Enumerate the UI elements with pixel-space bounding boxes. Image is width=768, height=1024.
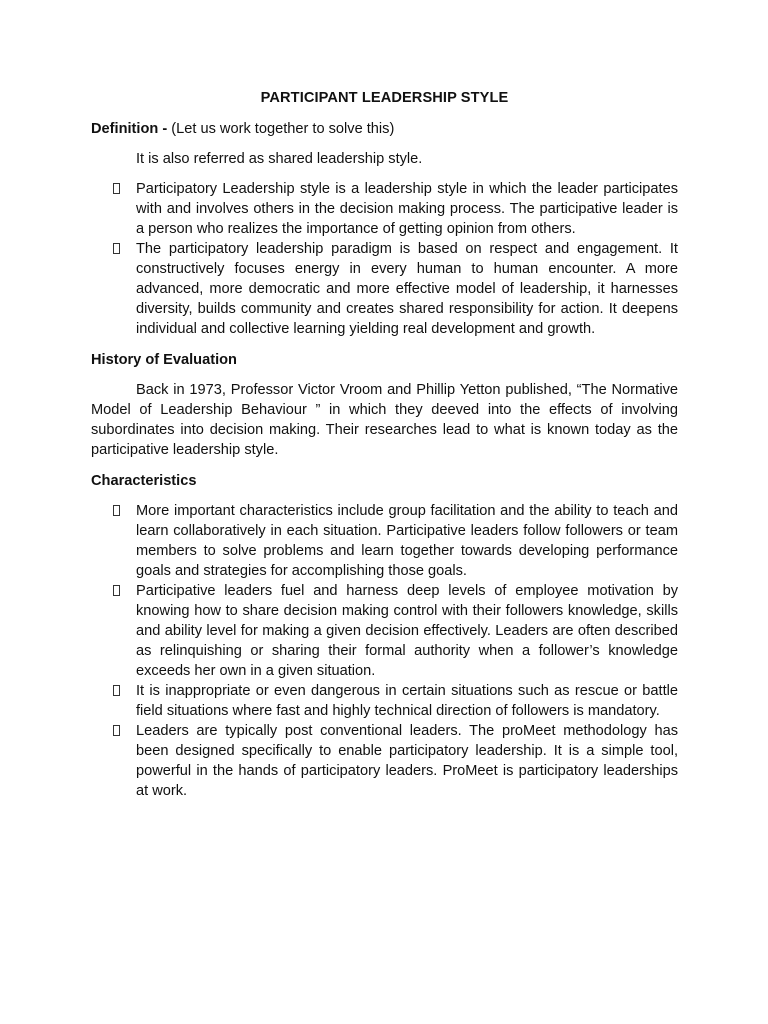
list-item <box>91 179 678 239</box>
definition-label: Definition - <box>91 121 172 137</box>
list-item-text: More important characteristics include group facilitation and the ability to teach and learn collaboratively in each situation. Participative leaders follow followers or team members to solve problems and learn together towards developing performance goals and strategies for accomplishing those goals. <box>136 503 678 579</box>
list-item <box>91 501 678 581</box>
history-paragraph: Back in 1973, Professor Victor Vroom and Phillip Yetton published, “The Normative Model of Leadership Behaviour ” in which they deeved into the effects of involving subordinates into decision making. Their researches lead to what is known today as the participative leadership style. <box>91 382 678 458</box>
list-item-text: The participatory leadership paradigm is based on respect and engagement. It constructively focuses energy in every human to human encounter. A more advanced, more democratic and more effective model of leadership, it harnesses diversity, builds community and creates shared responsibility for action. It deepens individual and collective learning yielding real development and growth. <box>136 241 678 337</box>
bullet-box-icon <box>113 585 120 596</box>
list-item-text: Participative leaders fuel and harness deep levels of employee motivation by knowing how to share decision making control with their followers knowledge, skills and ability level for making a given decision effectively. Leaders are often described as relinquishing or sharing their formal authority when a follower’s knowledge exceeds her own in a given situation. <box>136 583 678 679</box>
list-item <box>91 239 678 339</box>
document-page <box>91 88 678 812</box>
definition-bullet-list <box>91 179 678 339</box>
shared-leadership-line: It is also referred as shared leadership style. <box>136 151 423 167</box>
page-title: PARTICIPANT LEADERSHIP STYLE <box>260 90 509 106</box>
list-item-text: It is inappropriate or even dangerous in certain situations such as rescue or battle field situations where fast and highly technical direction of followers is mandatory. <box>136 683 678 719</box>
bullet-box-icon <box>113 505 120 516</box>
characteristics-heading: Characteristics <box>91 473 197 489</box>
bullet-box-icon <box>113 183 120 194</box>
list-item-text: Participatory Leadership style is a leadership style in which the leader participates with and involves others in the decision making process. The participative leader is a person who realizes the importance of getting opinion from others. <box>136 181 678 237</box>
history-heading: History of Evaluation <box>91 352 237 368</box>
definition-line <box>91 119 678 139</box>
list-item-text: Leaders are typically post conventional leaders. The proMeet methodology has been designed specifically to enable participatory leadership. It is a simple tool, powerful in the hands of participatory leaders. ProMeet is participatory leaderships at work. <box>136 723 678 799</box>
list-item <box>91 581 678 681</box>
bullet-box-icon <box>113 725 120 736</box>
list-item <box>91 721 678 801</box>
bullet-box-icon <box>113 685 120 696</box>
characteristics-bullet-list <box>91 501 678 801</box>
list-item <box>91 681 678 721</box>
definition-note: (Let us work together to solve this) <box>171 121 395 137</box>
bullet-box-icon <box>113 243 120 254</box>
